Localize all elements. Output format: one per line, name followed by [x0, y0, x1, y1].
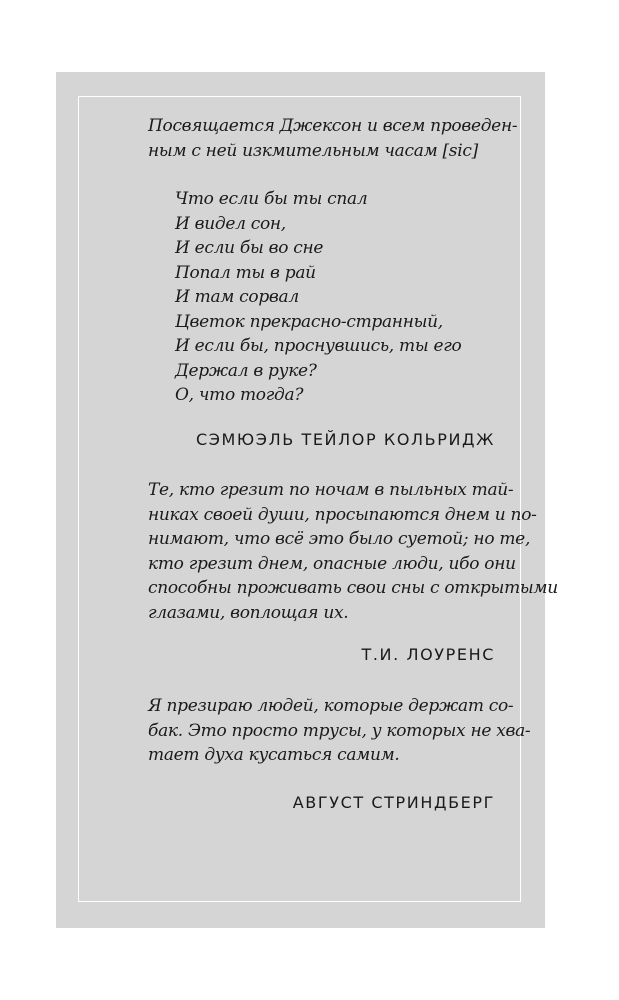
quote-line: Те, кто грезит по ночам в пыльных тай- [148, 480, 514, 500]
quote-line: глазами, воплощая их. [148, 602, 349, 623]
dedication [148, 114, 518, 163]
quote-line: бак. Это просто трусы, у которых не хва- [148, 720, 531, 741]
quote-line: Я презираю людей, которые держат со- [148, 696, 514, 716]
poem-line: Что если бы ты спал [175, 189, 368, 209]
epigraph-author-strindberg: АВГУСТ СТРИНДБЕРГ [292, 793, 495, 812]
poem-line: Попал ты в рай [175, 262, 316, 283]
poem-line: Держал в руке? [175, 360, 317, 381]
poem-line: И если бы, проснувшись, ты его [175, 336, 462, 356]
quote-line: тает духа кусаться самим. [148, 745, 400, 765]
quote-line: способны проживать свои сны с открытыми [148, 578, 558, 598]
coleridge-poem [175, 187, 461, 408]
poem-line: О, что тогда? [175, 385, 304, 405]
epigraph-author-coleridge: СЭМЮЭЛЬ ТЕЙЛОР КОЛЬРИДЖ [195, 430, 495, 449]
quote-line: нимают, что всё это было суетой; но те, [148, 529, 531, 549]
strindberg-quote [148, 694, 531, 768]
poem-line: И там сорвал [175, 287, 299, 307]
poem-line: И видел сон, [175, 213, 286, 234]
dedication-line: Посвящается Джексон и всем проведен- [148, 116, 518, 136]
epigraph-author-lawrence: Т.И. ЛОУРЕНС [361, 645, 495, 664]
quote-line: никах своей души, просыпаются днем и по- [148, 504, 537, 525]
poem-line: И если бы во сне [175, 238, 324, 258]
dedication-line: ным с ней изкмительным часам [sic] [148, 140, 478, 161]
lawrence-quote [148, 478, 558, 625]
quote-line: кто грезит днем, опасные люди, ибо они [148, 553, 516, 574]
poem-line: Цветок прекрасно-странный, [175, 311, 443, 332]
